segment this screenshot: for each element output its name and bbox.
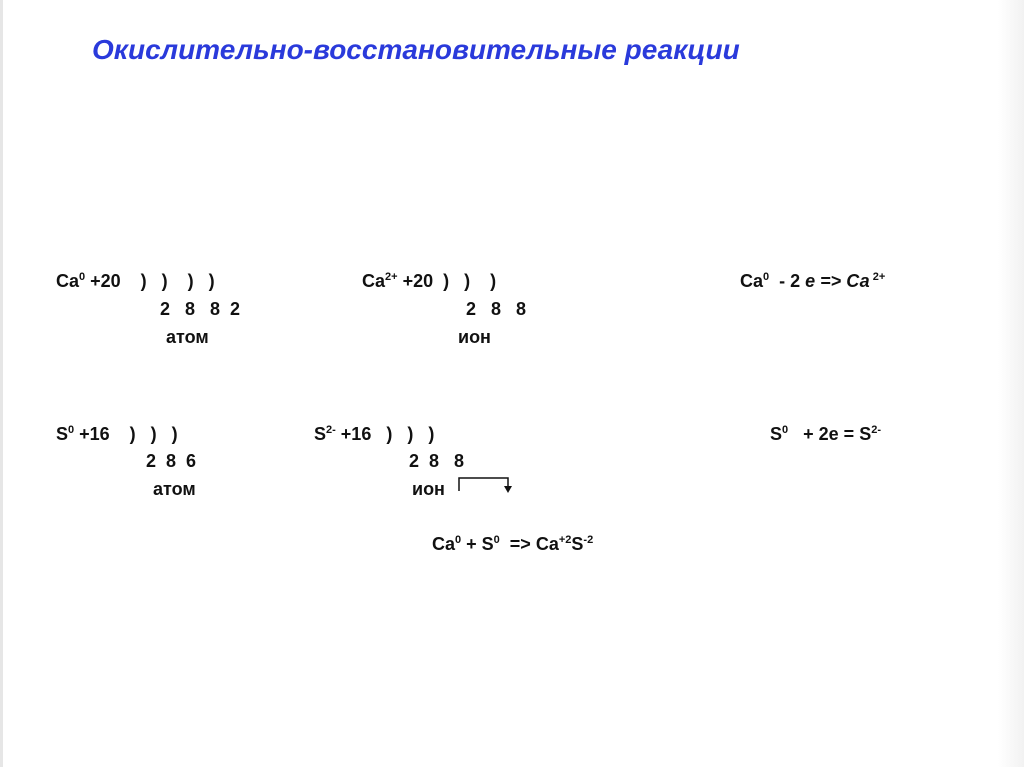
ca-ion-shells: 2 8 8	[466, 299, 527, 319]
ca-atom-formula: $Ca^0 +20$ ) ) ) )	[56, 271, 215, 291]
slide-left-edge	[0, 0, 3, 767]
ca-ion-formula: $Ca^{2+} +20$ ) ) )	[362, 271, 497, 291]
s-ion-label: ион	[412, 479, 445, 499]
ca-oxidation-equation: Ca$^0$ - 2 е => Са $^{2+}$	[740, 271, 886, 291]
ca-ion-label: ион	[458, 327, 491, 347]
s-atom-formula: $S^0 +16$ ) ) )	[56, 424, 178, 444]
slide-title: Окислительно-восстановительные реакции	[92, 34, 740, 65]
electron-transfer-arrow-icon	[458, 477, 512, 495]
overall-reaction: $Ca^0 + S^0 => Ca^{+2}S^{-2}$	[432, 534, 594, 554]
ca-atom-label: атом	[166, 327, 209, 347]
s-ion-formula: $S^{2-} +16$ ) ) )	[314, 424, 435, 444]
ca-atom-shells: 2 8 8 2	[160, 299, 241, 319]
s-ion-shells: 2 8 8	[409, 451, 465, 471]
slide-right-shadow	[998, 0, 1024, 767]
s-atom-label: атом	[153, 479, 196, 499]
s-atom-shells: 2 8 6	[146, 451, 197, 471]
s-reduction-equation: $S^0 + 2е = S^{2-}$	[770, 424, 881, 444]
